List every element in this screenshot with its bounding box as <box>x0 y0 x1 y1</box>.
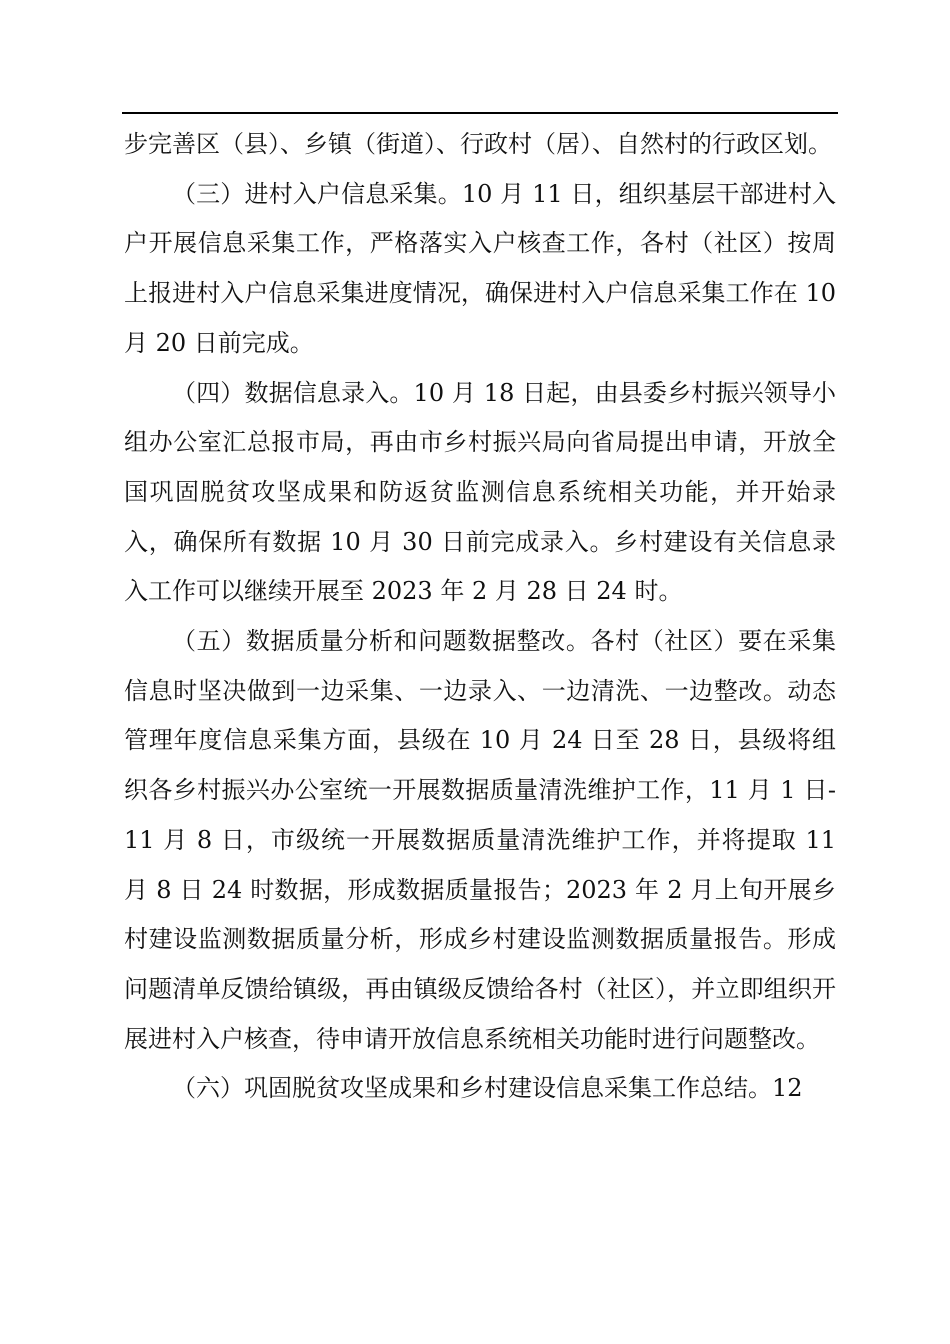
paragraph-section-3: （三）进村入户信息采集。10 月 11 日，组织基层干部进村入户开展信息采集工作，严格落实入户核查工作，各村（社区）按周上报进村入户信息采集进度情况，确保进村入户信息采集工作在 10 月 20 日前完成。 <box>124 179 836 357</box>
paragraph-continuation: 步完善区（县）、乡镇（街道）、行政村（居）、自然村的行政区划。 <box>124 130 832 158</box>
paragraph-section-5: （五）数据质量分析和问题数据整改。各村（社区）要在采集信息时坚决做到一边采集、一边录入、一边清洗、一边整改。动态管理年度信息采集方面，县级在 10 月 24 日至 28 日，县级将组织各乡村振兴办公室统一开展数据质量清洗维护工作，11 月 1 日-11 月 8 日，市级统一开展数据质量清洗维护工作，并将提取 11 月 8 日 24 时数据，形成数据质量报告；2023 年 2 月上旬开展乡村建设监测数据质量分析，形成乡村建设监测数据质量报告。形成问题清单反馈给镇级，再由镇级反馈给各村（社区），并立即组织开展进村入户核查，待申请开放信息系统相关功能时进行问题整改。 <box>124 627 836 1053</box>
header-rule <box>122 112 838 114</box>
document-body <box>124 120 836 1114</box>
paragraph-section-4: （四）数据信息录入。10 月 18 日起，由县委乡村振兴领导小组办公室汇总报市局，再由市乡村振兴局向省局提出申请，开放全国巩固脱贫攻坚成果和防返贫监测信息系统相关功能，并开始录入，确保所有数据 10 月 30 日前完成录入。乡村建设有关信息录入工作可以继续开展至 2023 年 2 月 28 日 24 时。 <box>124 378 836 606</box>
paragraph-section-6: （六）巩固脱贫攻坚成果和乡村建设信息采集工作总结。12 <box>172 1074 803 1103</box>
